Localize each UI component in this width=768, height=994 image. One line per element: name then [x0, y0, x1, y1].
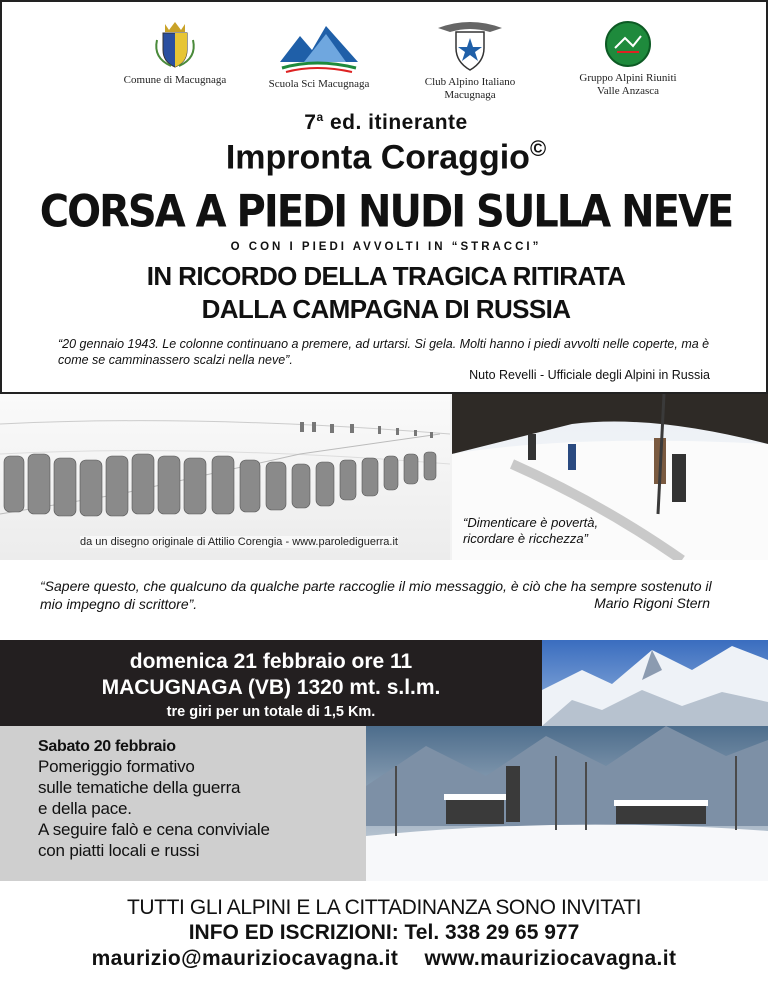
remembrance-heading: IN RICORDO DELLA TRAGICA RITIRATA DALLA CAMPAGNA DI RUSSIA: [146, 261, 626, 324]
memory-caption: “Dimenticare è povertà, ricordare è ricchezza”: [463, 515, 599, 546]
rigoni-stern-author: Mario Rigoni Stern: [594, 595, 710, 611]
subheadline: O CON I PIEDI AVVOLTI IN “STRACCI”: [230, 241, 542, 253]
email-link[interactable]: maurizio@mauriziocavagna.it: [91, 947, 399, 970]
invitation-line: TUTTI GLI ALPINI E LA CITTADINANZA SONO INVITATI: [126, 896, 642, 919]
saturday-line: Pomeriggio formativo: [38, 757, 195, 776]
headline: CORSA A PIEDI NUDI SULLA NEVE: [39, 186, 733, 238]
snowy-mountain-photo: [542, 640, 768, 726]
eagle-star-icon: [434, 18, 506, 72]
event-place: MACUGNAGA (VB) 1320 mt. s.l.m.: [101, 676, 441, 699]
saturday-line: con piatti locali e russi: [38, 841, 200, 860]
saturday-line: sulle tematiche della guerra: [38, 778, 241, 797]
event-date-band: [0, 640, 542, 726]
green-seal-icon: [603, 20, 653, 68]
revelli-quote: “20 gennaio 1943. Le colonne continuano a premere, ad urtarsi. Si gela. Molti hanno i piedi avvolti nelle coperte, ma è come se camminassero scalzi nella neve”.: [58, 337, 710, 367]
logo-gruppo-alpini: [548, 20, 708, 98]
website-link[interactable]: www.mauriziocavagna.it: [424, 947, 677, 970]
edition-line: 7$^a$ ed. itinerante: [304, 110, 468, 134]
info-phone: INFO ED ISCRIZIONI: Tel. 338 29 65 977: [188, 921, 580, 944]
logo-label: Comune di Macugnaga: [123, 74, 227, 86]
contacts-line: [0, 947, 768, 971]
saturday-line: A seguire falò e cena conviviale: [38, 820, 270, 839]
photo-strip: [0, 394, 768, 560]
header-panel: [0, 0, 768, 394]
logo-label: Gruppo Alpini Riuniti Valle Anzasca: [579, 72, 677, 97]
logo-label: Club Alpino Italiano Macugnaga: [424, 76, 516, 101]
event-details: tre giri per un totale di 1,5 Km.: [166, 704, 376, 720]
saturday-program: [0, 726, 366, 881]
sketch-credit: da un disegno originale di Attilio Corengia - www.parolediguerra.it: [80, 536, 398, 548]
mountain-logo-icon: [276, 22, 362, 74]
logo-scuola-sci: [260, 22, 378, 91]
logo-cai: [400, 18, 540, 102]
event-date: domenica 21 febbraio ore 11: [129, 650, 413, 673]
event-title: Impronta Coraggio©: [225, 136, 547, 177]
rigoni-stern-quote: “Sapere questo, che qualcuno da qualche parte raccoglie il mio messaggio, è ciò che ha sempre sostenuto il mio impegno di scrittore”.: [40, 578, 712, 612]
revelli-author: Nuto Revelli - Ufficiale degli Alpini in Russia: [469, 368, 710, 382]
saturday-title: Sabato 20 febbraio: [38, 738, 176, 755]
logo-label: Scuola Sci Macugnaga: [268, 78, 370, 90]
logo-comune: [100, 20, 250, 87]
coat-of-arms-icon: [151, 20, 199, 70]
snowy-village-photo: [366, 726, 768, 881]
saturday-line: e della pace.: [38, 799, 132, 818]
